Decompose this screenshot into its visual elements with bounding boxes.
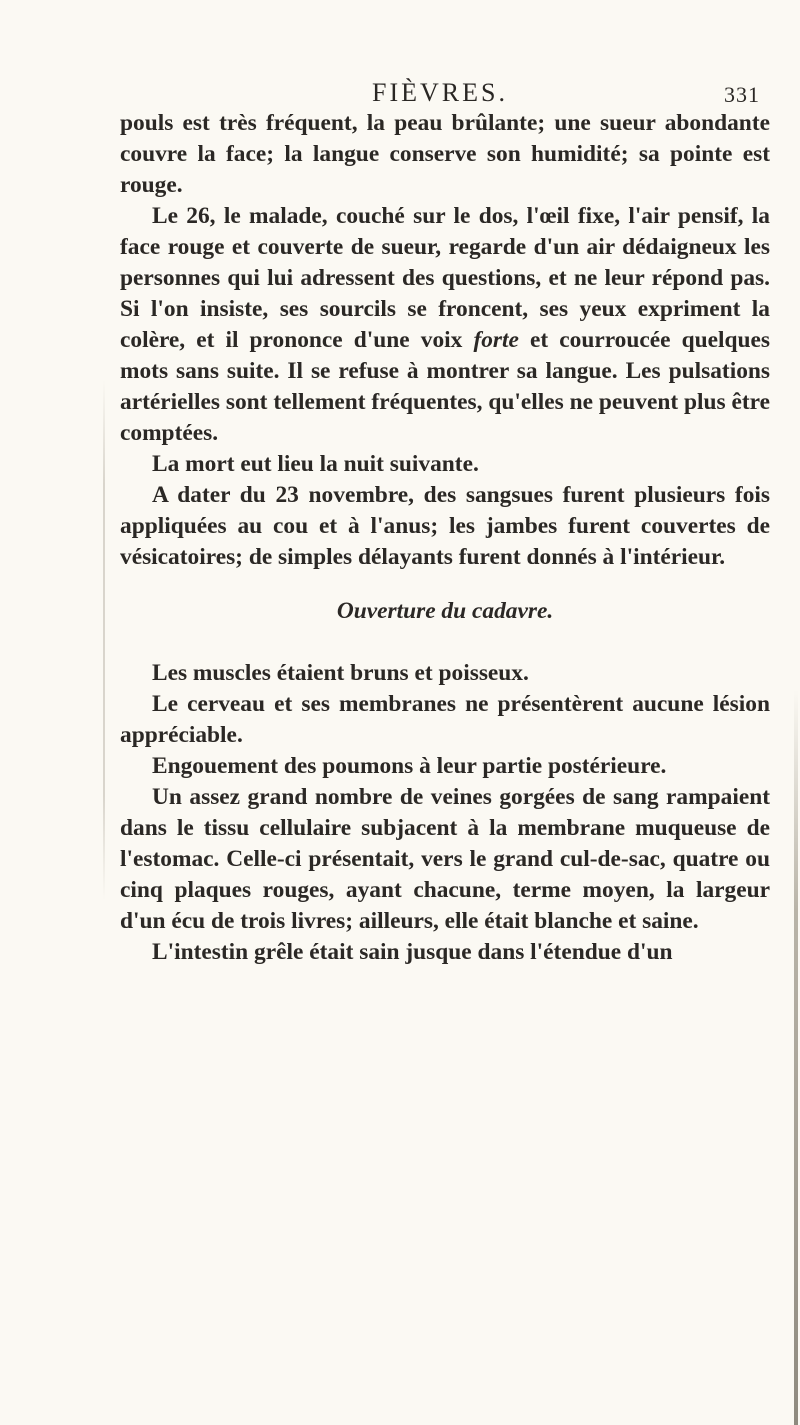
paragraph-death: La mort eut lieu la nuit suivante. (152, 451, 479, 477)
paragraph-muscles: Les muscles étaient bruns et poisseux. (152, 660, 529, 686)
page-number: 331 (724, 82, 760, 107)
paragraph-continuation: pouls est très fréquent, la peau brûlante; une sueur abondante couvre la face; la langue conserve son humidité; sa pointe est rouge. (120, 110, 770, 198)
section-heading: Ouverture du cadavre. (336, 598, 554, 624)
running-title: FIÈVRES. (372, 78, 508, 107)
page-header (120, 78, 760, 112)
paragraph-day-26-part1: Le 26, le malade, couché sur le dos, l'œil fixe, l'air pensif, la face rouge et couverte de sueur, regarde d'un air dédaigneux les personnes qui lui adressent des questions, et ne leur répond pas. Si l'on insiste, ses sourcils se froncent, ses yeux expriment la colère, et il prononce d'une voix (120, 203, 770, 353)
body-text (120, 108, 770, 968)
paragraph-brain: Le cerveau et ses membranes ne présentèrent aucune lésion appréciable. (120, 691, 770, 748)
paragraph-stomach: Un assez grand nombre de veines gorgées de sang rampaient dans le tissu cellulaire subjacent à la membrane muqueuse de l'estomac. Celle-ci présentait, vers le grand cul-de-sac, quatre ou cinq plaques rouges, ayant chacune, terme moyen, la largeur d'un écu de trois livres; ailleurs, elle était blanche et saine. (120, 784, 770, 934)
emphasis-forte: forte (473, 327, 519, 353)
page-edge-right (794, 690, 798, 1425)
paragraph-day-26 (120, 201, 770, 449)
page-shadow-left (103, 380, 105, 900)
paragraph-day-26-part2: et courroucée quelques mots sans suite. Il se refuse à montrer sa langue. Les pulsations artérielles sont tellement fréquentes, qu'elles ne peuvent plus être comptées. (120, 327, 771, 446)
paragraph-lungs: Engouement des poumons à leur partie postérieure. (152, 753, 667, 779)
paragraph-intestine: L'intestin grêle était sain jusque dans l'étendue d'un (152, 939, 673, 965)
paragraph-treatment: A dater du 23 novembre, des sangsues furent plusieurs fois appliquées au cou et à l'anus; les jambes furent couvertes de vésicatoires; de simples délayants furent donnés à l'intérieur. (120, 482, 770, 570)
